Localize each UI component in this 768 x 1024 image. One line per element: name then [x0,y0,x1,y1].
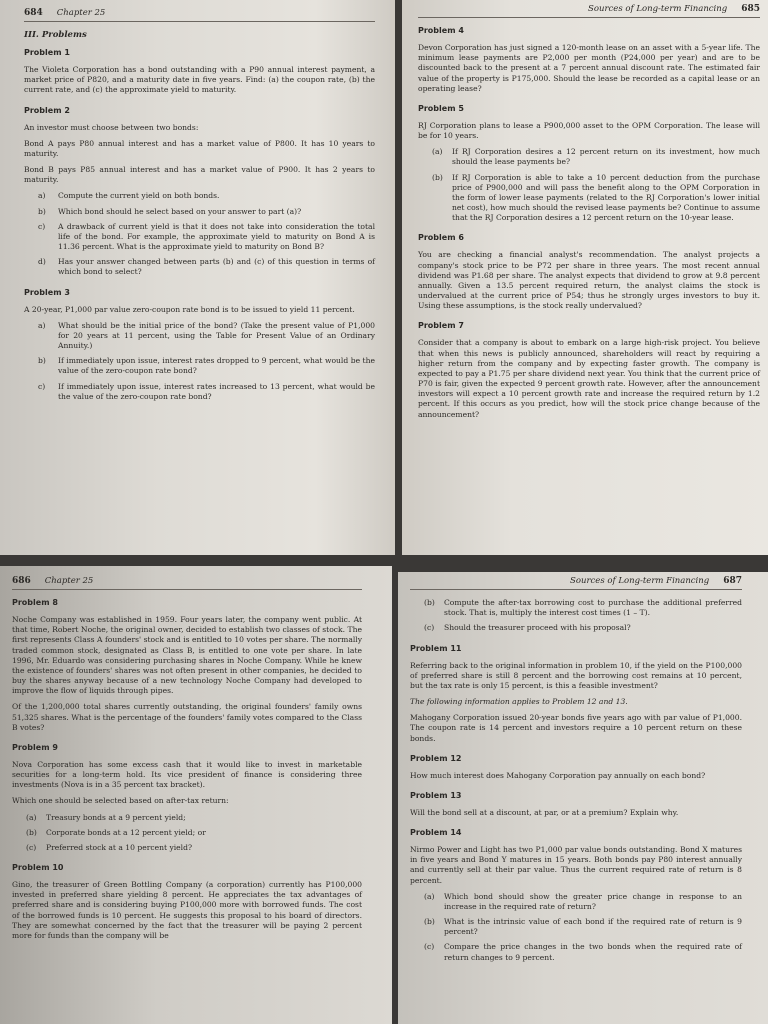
item-text: If immediately upon issue, interest rates dropped to 9 percent, what would be the value of the zero-coupon rate bond? [58,356,375,376]
problem-items [12,813,362,854]
list-item [26,843,362,853]
problem-text: Will the bond sell at a discount, at par, or at a premium? Explain why. [410,807,679,817]
running-header [24,8,375,18]
list-item [26,813,362,823]
item-text: Which bond should he select based on your answer to part (a)? [58,206,302,216]
running-header [418,4,760,14]
running-title: Sources of Long-term Financing [570,576,710,586]
item-label: a) [38,191,46,201]
chapter-label: Chapter 25 [44,576,94,586]
problem-heading: Problem 11 [410,643,462,653]
item-text: Treasury bonds at a 9 percent yield; [46,812,186,822]
list-item [424,892,742,912]
info-paragraph: Mahogany Corporation issued 20-year bonds five years ago with par value of P1,000. The coupon rate is 14 percent and investors require a 10 percent return on these bonds. [410,713,742,743]
list-item [38,257,375,277]
item-text: What should be the initial price of the bond? (Take the present value of P1,000 for 20 years at 11 percent, using the Table for Present Value of an Ordinary Annuity.) [58,320,375,351]
header-rule [24,21,375,22]
header-rule [12,589,362,590]
problem-items [418,147,760,223]
problem-text: Nirmo Power and Light has two P1,000 par value bonds outstanding. Bond X matures in five years and Bond Y matures in 15 years. Both bonds pay P80 interest annually and currently sell at their par value. Thus the current required rate of return is 8 percent. [410,845,742,885]
page-684 [0,0,395,555]
problem-text: Referring back to the original information in problem 10, if the yield on the P100,000 of preferred share is still 8 percent and the borrowing cost remains at 10 percent, but the tax rate is only 15 percent, is this a feasible investment? [410,660,742,690]
problem-items [24,191,375,277]
page-number: 687 [723,576,742,586]
list-item [432,173,760,224]
problem-list [12,598,362,941]
problem-heading: Problem 13 [410,790,462,800]
item-text: A drawback of current yield is that it does not take into consideration the total life of the bond. For example, the approximate yield to maturity on Bond A is 11.36 percent. What is the approximate yield to maturity on Bond B? [58,221,375,252]
page-number: 686 [12,576,31,586]
header-rule [418,17,760,18]
running-header [12,576,362,586]
list-item [26,828,362,838]
item-label: c) [38,221,46,231]
problem-text: Of the 1,200,000 total shares currently outstanding, the original founders' family owns 51,325 shares. What is the percentage of the founders' family votes compared to the Class B votes? [12,702,362,732]
item-label: (b) [432,172,443,182]
problem-text: Which one should be selected based on after-tax return: [12,796,229,806]
item-text: Preferred stock at a 10 percent yield? [46,842,193,852]
problem-heading: Problem 7 [418,321,464,331]
list-item [38,382,375,402]
item-text: What is the intrinsic value of each bond if the required rate of return is 9 percent? [444,917,742,937]
item-text: Compare the price changes in the two bonds when the required rate of return changes to 9 percent. [444,942,742,962]
problem-heading: Problem 9 [12,742,58,752]
item-label: (c) [424,623,435,633]
item-label: b) [38,356,46,366]
item-label: (c) [26,842,37,852]
problem-text: Gino, the treasurer of Green Bottling Company (a corporation) currently has P100,000 invested in preferred share yielding 8 percent. He appreciates the tax advantages of preferred share and is considering buying P100,000 more with borrowed funds. The cost of the borrowed funds is 10 percent. He suggests this proposal to his board of directors. They are somewhat concerned by the fact that the treasurer will be paying 2 percent more for funds than the company will be [12,880,362,940]
problem-heading: Problem 6 [418,233,464,243]
list-item [38,191,375,201]
problem-text: The Violeta Corporation has a bond outstanding with a P90 annual interest payment, a market price of P820, and a maturity date in five years. Find: (a) the coupon rate, (b) the current rate, and (c) the approximate yield to maturity. [24,65,375,95]
page-686 [0,566,392,1024]
info-note: The following information applies to Problem 12 and 13. [410,697,628,707]
list-item [424,917,742,937]
item-text: Has your answer changed between parts (b) and (c) of this question in terms of which bond to select? [58,257,375,277]
list-item [38,321,375,352]
list-item [424,942,742,962]
list-item [424,598,742,618]
list-item [424,623,742,633]
problem-text: How much interest does Mahogany Corporation pay annually on each bond? [410,770,706,780]
list-item [38,207,375,217]
problem-text: Bond A pays P80 annual interest and has a market value of P800. It has 10 years to maturity. [24,138,375,158]
item-text: If immediately upon issue, interest rates increased to 13 percent, what would be the value of the zero-coupon rate bond? [58,381,375,401]
item-text: Corporate bonds at a 12 percent yield; or [46,827,206,837]
item-text: Compute the current yield on both bonds. [58,191,220,201]
problem-text: Devon Corporation has just signed a 120-month lease on an asset with a 5-year life. The minimum lease payments are P2,000 per month (P24,000 per year) and are to be discounted back to the present at a 7 percent annual discount rate. The estimated fair value of the property is P175,000. Should the lease be recorded as a capital lease or an operating lease? [418,43,760,93]
item-text: If RJ Corporation is able to take a 10 percent deduction from the purchase price of P900,000 and will pass the benefit along to the OPM Corporation in the form of lower lease payments (related to the RJ Corporation's lower initial net cost), how much should the revised lease payments be? Continue to assume that the RJ Corporation desires a 12 percent return on the 10-year lease. [452,172,760,223]
problem-list [24,48,375,402]
problem-items [24,321,375,402]
item-text: If RJ Corporation desires a 12 percent return on its investment, how much should the lease payments be? [452,147,760,167]
problem-items [410,892,742,963]
continued-items [410,598,742,634]
item-label: b) [38,206,46,216]
problem-text: A 20-year, P1,000 par value zero-coupon rate bond is to be issued to yield 11 percent. [24,304,355,314]
chapter-label: Chapter 25 [56,8,106,18]
item-label: d) [38,257,46,267]
item-label: (a) [432,147,443,157]
problem-text: An investor must choose between two bonds: [24,122,199,132]
problem-text: Nova Corporation has some excess cash that it would like to invest in marketable securities for a long-term hold. Its vice president of finance is considering three investments (Nova is in a 35 percent tax bracket). [12,759,362,790]
page-687 [398,572,768,1024]
section-title: III. Problems [24,30,87,40]
running-title: Sources of Long-term Financing [588,4,728,14]
item-text: Should the treasurer proceed with his proposal? [444,623,631,633]
problem-heading: Problem 14 [410,828,462,838]
item-label: (b) [26,827,37,837]
problem-heading: Problem 4 [418,26,464,35]
problem-heading: Problem 1 [24,48,70,57]
problem-text: You are checking a financial analyst's recommendation. The analyst projects a company's stock price to be P72 per share in three years. The most recent annual dividend was P1.68 per share. The analyst expects that dividend to grow at 9.8 percent annually. Given a 13.5 percent required return, the analyst claims the stock is undervalued at the current price of P54; thus he strongly urges investors to buy it. Using these assumptions, is the stock really undervalued? [418,250,760,311]
item-text: Compute the after-tax borrowing cost to purchase the additional preferred stock. That is, multiply the interest cost times (1 – T). [444,598,742,618]
item-label: a) [38,320,46,330]
item-label: (b) [424,598,435,607]
list-item [38,222,375,253]
problem-list [418,26,760,420]
page-number: 684 [24,8,43,18]
problem-heading: Problem 5 [418,103,464,113]
item-label: (b) [424,917,435,927]
problem-text: RJ Corporation plans to lease a P900,000 asset to the OPM Corporation. The lease will be for 10 years. [418,120,760,141]
item-label: (c) [424,942,435,952]
item-label: (a) [424,891,435,901]
item-label: (a) [26,812,37,822]
problem-heading: Problem 10 [12,863,64,873]
list-item [432,147,760,167]
problem-text: Consider that a company is about to embark on a large high-risk project. You believe that when this news is publicly announced, shareholders will react by requiring a higher return from the company and by expecting faster growth. The company is expected to pay a P1.75 per share dividend next year. You think that the current price of P70 is fair, given the expected 9 percent growth rate. However, after the announcement investors will expect a 10 percent growth rate and increase the required return by 1.2 percent. If this occurs as you predict, how will the stock price change because of the announcement? [418,338,760,419]
problem-heading: Problem 2 [24,105,70,115]
header-rule [410,589,742,590]
problem-heading: Problem 8 [12,598,58,607]
problem-heading: Problem 3 [24,287,70,297]
page-number: 685 [741,4,760,14]
problem-heading: Problem 12 [410,753,462,763]
item-text: Which bond should show the greater price change in response to an increase in the required rate of return? [444,891,742,911]
running-header [410,576,742,586]
problem-text: Noche Company was established in 1959. Four years later, the company went public. At that time, Robert Noche, the original owner, decided to establish two classes of stock. The first represents Class A founders' stock and is entitled to 10 votes per share. The normally traded common stock, designated as Class B, is entitled to one vote per share. In late 1996, Mr. Eduardo was considering purchasing shares in Noche Company. While he knew the existence of founders' shares was not often present in other companies, he decided to buy the shares anyway because of a new technology Noche Company had developed to improve the flow of liquids through pipes. [12,615,362,696]
item-label: c) [38,381,46,391]
list-item [38,356,375,376]
page-685 [402,0,768,555]
problem-text: Bond B pays P85 annual interest and has a market value of P900. It has 2 years to maturity. [24,165,375,185]
